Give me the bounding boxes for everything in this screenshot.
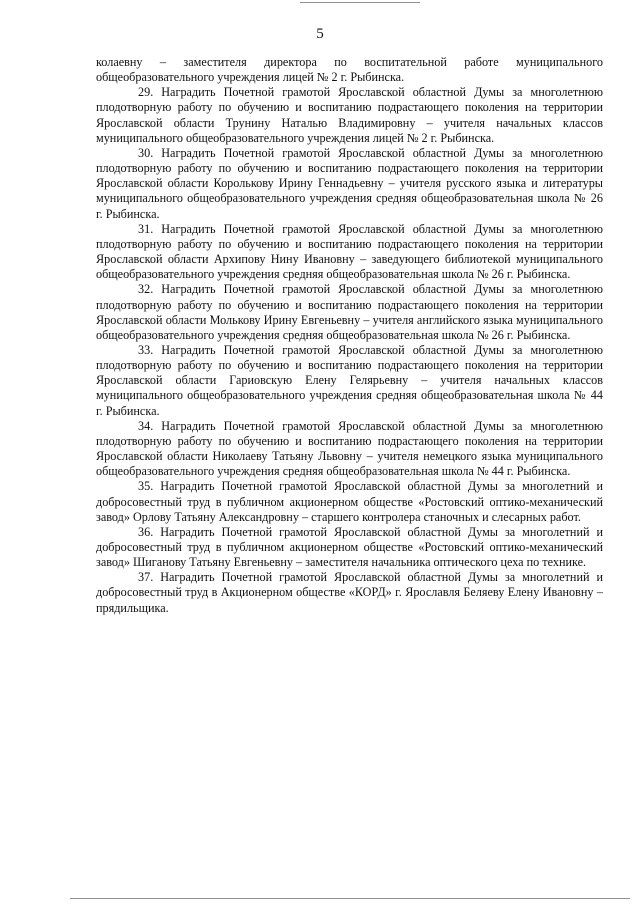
paragraph-continuation: колаевну – заместителя директора по воспитательной работе муниципального общеобразовательного учреждения лицей № 2 г. Рыбинска. [96, 55, 603, 85]
paragraph-item-37: 37. Наградить Почетной грамотой Ярославской областной Думы за многолетний и добросовестный труд в Акционерном обществе «КОРД» г. Ярославля Беляеву Елену Ивановну – прядильщика. [96, 570, 603, 615]
paragraph-item-33: 33. Наградить Почетной грамотой Ярославской областной Думы за многолетнюю плодотворную работу по обучению и воспитанию подрастающего поколения на территории Ярославской области Гариовскую Елену Гелярьевну – учителя начальных классов муниципального общеобразовательного учреждения средняя общеобразовательная школа № 44 г. Рыбинска. [96, 342, 603, 418]
paragraph-item-30: 30. Наградить Почетной грамотой Ярославской областной Думы за многолетнюю плодотворную работу по обучению и воспитанию подрастающего поколения на территории Ярославской области Королькову Ирину Геннадьевну – учителя русского языка и литературы муниципального общеобразовательного учреждения средняя общеобразовательная школа № 26 г. Рыбинска. [96, 145, 603, 221]
scan-edge-line [300, 2, 420, 3]
paragraph-item-31: 31. Наградить Почетной грамотой Ярославской областной Думы за многолетнюю плодотворную работу по обучению и воспитанию подрастающего поколения на территории Ярославской области Архипову Нину Ивановну – заведующего библиотекой муниципального общеобразовательного учреждения средняя общеобразовательная школа № 26 г. Рыбинска. [96, 221, 603, 282]
scan-edge-line [70, 898, 630, 899]
paragraph-item-32: 32. Наградить Почетной грамотой Ярославской областной Думы за многолетнюю плодотворную работу по обучению и воспитанию подрастающего поколения на территории Ярославской области Молькову Ирину Евгеньевну – учителя английского языка муниципального общеобразовательного учреждения средняя общеобразовательная школа № 26 г. Рыбинска. [96, 282, 603, 342]
paragraph-item-34: 34. Наградить Почетной грамотой Ярославской областной Думы за многолетнюю плодотворную работу по обучению и воспитанию подрастающего поколения на территории Ярославской области Николаеву Татьяну Львовну – учителя немецкого языка муниципального общеобразовательного учреждения средняя общеобразовательная школа № 44 г. Рыбинска. [96, 418, 603, 479]
paragraph-item-35: 35. Наградить Почетной грамотой Ярославской областной Думы за многолетний и добросовестный труд в публичном акционерном обществе «Ростовский оптико-механический завод» Орлову Татьяну Александровну – старшего контролера станочных и слесарных работ. [96, 479, 603, 524]
paragraph-item-29: 29. Наградить Почетной грамотой Ярославской областной Думы за многолетнюю плодотворную работу по обучению и воспитанию подрастающего поколения на территории Ярославской области Трунину Наталью Владимировну – учителя начальных классов муниципального общеобразовательного учреждения лицей № 2 г. Рыбинска. [96, 85, 603, 145]
document-body [96, 55, 603, 616]
page-number: 5 [316, 26, 324, 42]
paragraph-item-36: 36. Наградить Почетной грамотой Ярославской областной Думы за многолетний и добросовестный труд в публичном акционерном обществе «Ростовский оптико-механический завод» Шиганову Татьяну Евгеньевну – заместителя начальника оптического цеха по технике. [96, 524, 603, 570]
